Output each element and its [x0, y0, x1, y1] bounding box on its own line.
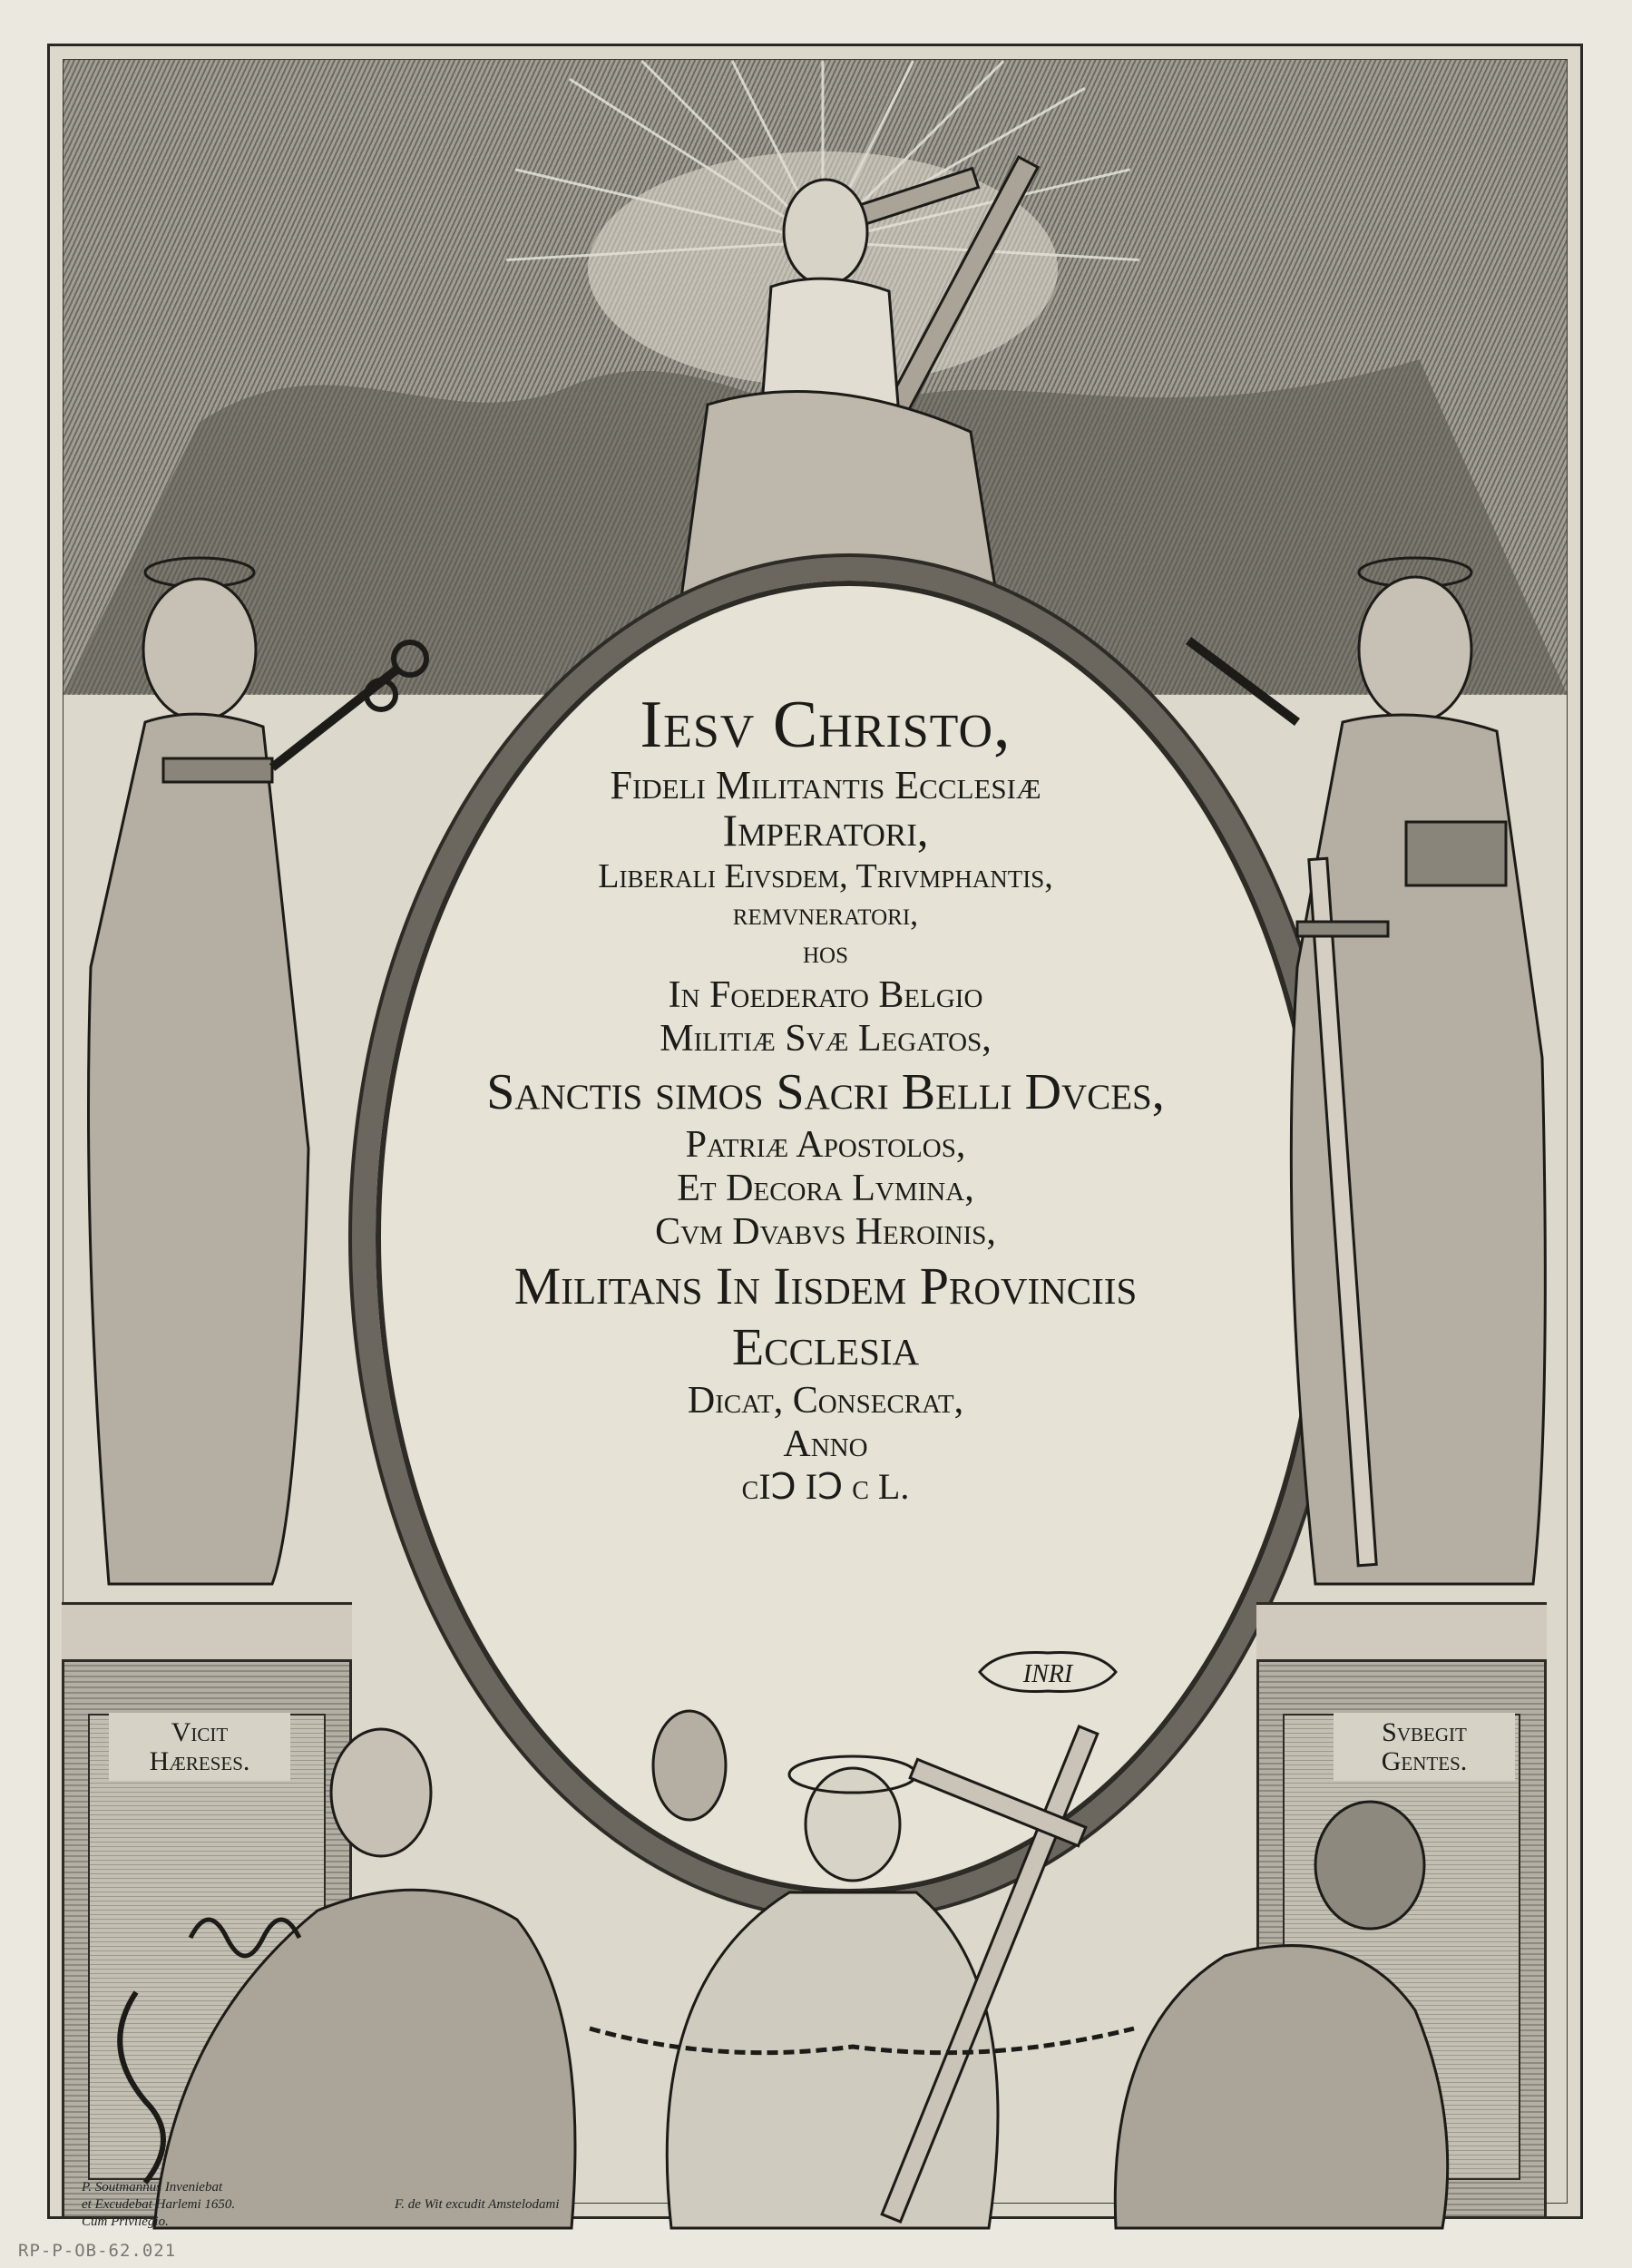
- inscription-line-1: Iesv Christo,: [640, 688, 1011, 762]
- credit-line-3: Cum Privilegio.: [82, 2214, 169, 2229]
- inscription-line-16: Anno: [783, 1423, 868, 1465]
- inscription-line-6: hos: [802, 934, 848, 971]
- left-motto-line1: Vicit: [171, 1717, 229, 1747]
- inscription-line-17-date: cIↃ IↃ c L.: [741, 1466, 910, 1508]
- inscription-line-8: Militiæ Svæ Legatos,: [660, 1017, 992, 1060]
- inscription-line-14: Ecclesia: [731, 1317, 920, 1377]
- inscription-line-13: Militans In Iisdem Provinciis: [513, 1256, 1138, 1316]
- inscription-line-3: Imperatori,: [722, 804, 929, 855]
- credit-line-2: et Excudebat Harlemi 1650.: [82, 2196, 236, 2212]
- inscription-line-7: In Foederato Belgio: [668, 973, 983, 1016]
- inscription-line-4: Liberali Eivsdem, Trivmphantis,: [598, 857, 1053, 896]
- inscription-line-10: Patriæ Apostolos,: [685, 1123, 966, 1166]
- left-motto-line2: Hæreses.: [149, 1745, 250, 1776]
- inscription-line-11: Et Decora Lvmina,: [677, 1167, 974, 1209]
- right-motto-line2: Gentes.: [1381, 1745, 1468, 1776]
- publisher-credit: F. de Wit excudit Amstelodami: [395, 2197, 560, 2212]
- engraving-plate: [47, 44, 1583, 2229]
- inscription-line-2: Fideli Militantis Ecclesiæ: [610, 762, 1041, 807]
- right-pedestal-cap: [1256, 1605, 1547, 1662]
- designer-credit: [82, 2179, 235, 2230]
- inri-titulus: [971, 1640, 1125, 1704]
- inscription-line-9: Sanctis simos Sacri Belli Dvces,: [486, 1064, 1165, 1121]
- right-motto-line1: Svbegit: [1382, 1717, 1467, 1747]
- inscription-line-5: remvneratori,: [732, 895, 919, 933]
- credit-line-1: P. Soutmannus Inveniebat: [82, 2180, 223, 2195]
- allegorical-figures-group: [82, 1684, 1554, 2246]
- inscription-line-12: Cvm Dvabvs Heroinis,: [655, 1211, 996, 1254]
- inventory-number: RP-P-OB-62.021: [18, 2241, 177, 2261]
- inscription-line-15: Dicat, Consecrat,: [687, 1379, 964, 1422]
- left-pedestal-cap: [62, 1605, 352, 1662]
- plate-inner-border: [63, 59, 1568, 2229]
- inri-text: INRI: [1022, 1660, 1073, 1688]
- dedication-inscription: [372, 690, 1279, 1506]
